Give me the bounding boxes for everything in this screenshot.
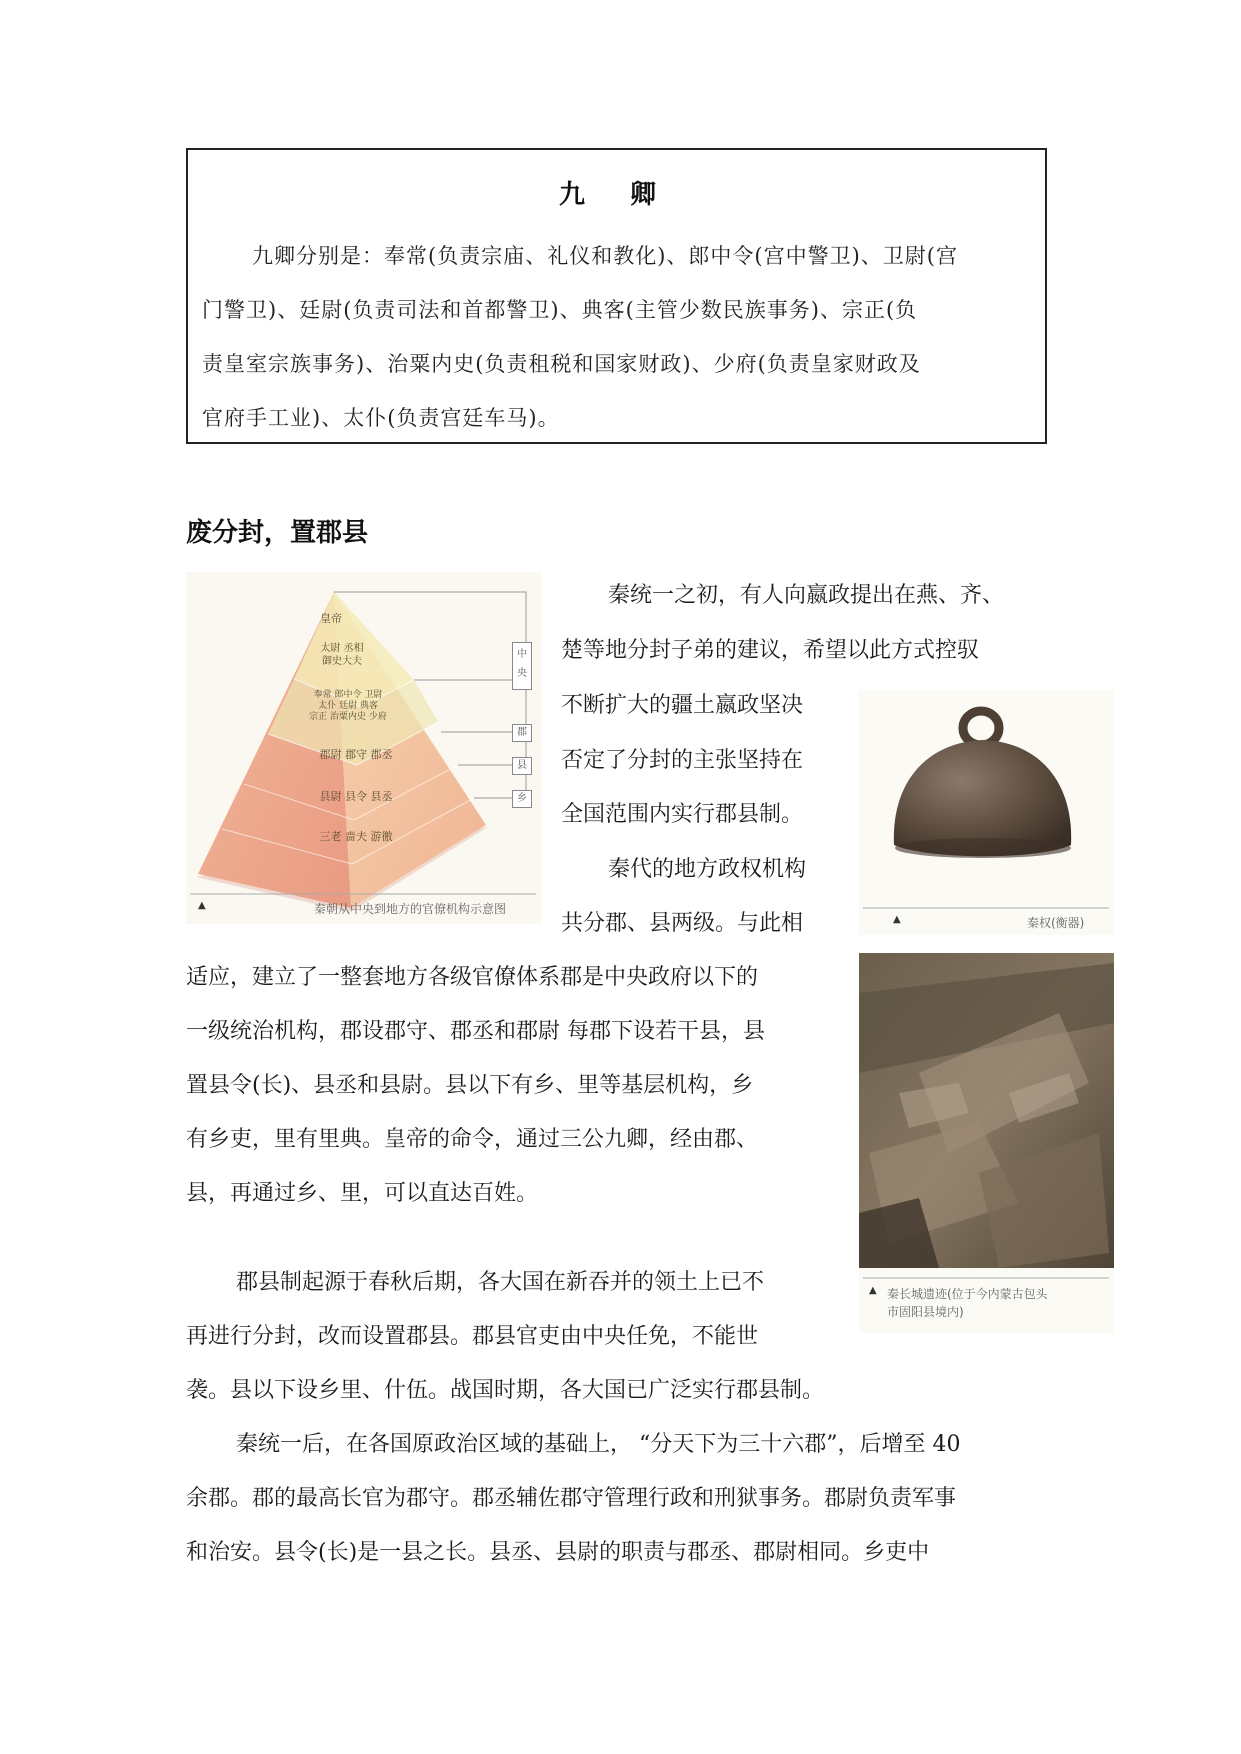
xian-3: 县丞: [370, 790, 393, 803]
body-line: 适应，建立了一整套地方各级官僚体系郡是中央政府以下的: [186, 965, 759, 990]
sangong-3: 御史大夫: [322, 656, 362, 667]
box-line-3: 责皇室宗族事务)、治粟内史(负责租税和国家财政)、少府(负责皇家财政及: [202, 352, 921, 376]
caption-rule: [859, 1276, 1114, 1280]
body-line: 和治安。县令(长)是一县之长。县丞、县尉的职责与郡丞、郡尉相同。乡吏中: [186, 1540, 930, 1565]
sangong-2: 丞相: [343, 643, 364, 654]
jun-3: 郡丞: [370, 748, 393, 761]
body-line: 县，再通过乡、里，可以直达百姓。: [186, 1181, 539, 1206]
body-line: 楚等地分封子弟的建议，希望以此方式控驭: [561, 638, 980, 663]
jun-1: 郡尉: [319, 748, 342, 761]
body-line: 有乡吏，里有里典。皇帝的命令，通过三公九卿，经由郡、: [186, 1127, 759, 1152]
pyramid-label-emperor: 皇帝: [320, 612, 342, 625]
jun-2: 郡守: [345, 748, 367, 761]
caption-triangle-icon: ▲: [198, 900, 206, 911]
weight-figure: [859, 690, 1114, 935]
jiuqing-3: 卫尉: [364, 690, 383, 700]
xian-1: 县尉: [319, 790, 342, 803]
jiuqing-2: 郎中令: [334, 690, 362, 700]
jiuqing-box: [186, 148, 1047, 444]
body-line: 秦代的地方政权机构: [608, 857, 807, 882]
pyramid-figure: [186, 572, 541, 924]
jiuqing-8: 治粟内史: [329, 712, 366, 722]
body-line: 共分郡、县两级。与此相: [561, 911, 804, 936]
weight-caption: 秦权(衡器): [1027, 916, 1085, 930]
body-line: 秦统一后，在各国原政治区域的基础上， “分天下为三十六郡”，后增至 40: [236, 1432, 961, 1457]
jiuqing-5: 廷尉: [338, 701, 357, 711]
pyramid-label-jiuqing: [278, 690, 418, 723]
xiang-2: 啬夫: [345, 830, 367, 843]
body-line: 郡县制起源于春秋后期，各大国在新吞并的领土上已不: [236, 1270, 765, 1295]
qin-weight-image: [859, 690, 1114, 935]
body-line: 袭。县以下设乡里、什伍。战国时期，各大国已广泛实行郡县制。: [186, 1378, 825, 1403]
pyramid-label-sangong: [302, 642, 382, 668]
side-label-xiang: 乡: [512, 790, 532, 808]
qin-wall-image: [859, 953, 1114, 1268]
wall-caption-line-1: 秦长城遗迹(位于今内蒙古包头: [887, 1287, 1048, 1301]
jiuqing-6: 典客: [359, 701, 378, 711]
xian-2: 县令: [345, 790, 367, 803]
box-line-4: 官府手工业)、太仆(负责宫廷车马)。: [202, 406, 560, 430]
box-line-1: 九卿分别是：奉常(负责宗庙、礼仪和教化)、郎中令(宫中警卫)、卫尉(宫: [252, 244, 958, 268]
section-heading: 废分封，置郡县: [186, 518, 369, 548]
box-title: 九 卿: [558, 180, 675, 210]
side-label-central: 中央: [512, 642, 532, 690]
caption-triangle-icon: ▲: [893, 914, 901, 925]
jiuqing-1: 奉常: [313, 690, 332, 700]
jiuqing-4: 太仆: [318, 701, 337, 711]
body-line: 全国范围内实行郡县制。: [561, 802, 804, 827]
xiang-3: 游徼: [370, 830, 393, 843]
box-line-2: 门警卫)、廷尉(负责司法和首都警卫)、典客(主管少数民族事务)、宗正(负: [202, 298, 918, 322]
pyramid-caption: 秦朝从中央到地方的官僚机构示意图: [314, 902, 507, 916]
body-line: 不断扩大的疆土嬴政坚决: [561, 693, 804, 718]
body-line: 秦统一之初，有人向嬴政提出在燕、齐、: [608, 583, 1005, 608]
pyramid-label-xian: [296, 790, 416, 803]
caption-triangle-icon: ▲: [869, 1285, 877, 1296]
pyramid-label-xiang: [296, 830, 416, 843]
wall-caption-line-2: 市固阳县境内): [887, 1305, 964, 1319]
side-label-xian: 县: [512, 757, 532, 775]
pyramid-label-jun: [296, 748, 416, 761]
jiuqing-7: 宗正: [309, 712, 328, 722]
body-line: 否定了分封的主张坚持在: [561, 748, 804, 773]
jiuqing-9: 少府: [368, 712, 387, 722]
body-line: 一级统治机构，郡设郡守、郡丞和郡尉 每郡下设若干县，县: [186, 1019, 765, 1044]
body-line: 置县令(长)、县丞和县尉。县以下有乡、里等基层机构，乡: [186, 1073, 754, 1098]
body-line: 余郡。郡的最高长官为郡守。郡丞辅佐郡守管理行政和刑狱事务。郡尉负责军事: [186, 1486, 957, 1511]
side-label-jun: 郡: [512, 724, 532, 742]
sangong-1: 太尉: [320, 643, 341, 654]
body-line: 再进行分封，改而设置郡县。郡县官吏由中央任免，不能世: [186, 1324, 759, 1349]
wall-figure: [859, 953, 1114, 1333]
xiang-1: 三老: [319, 830, 342, 843]
